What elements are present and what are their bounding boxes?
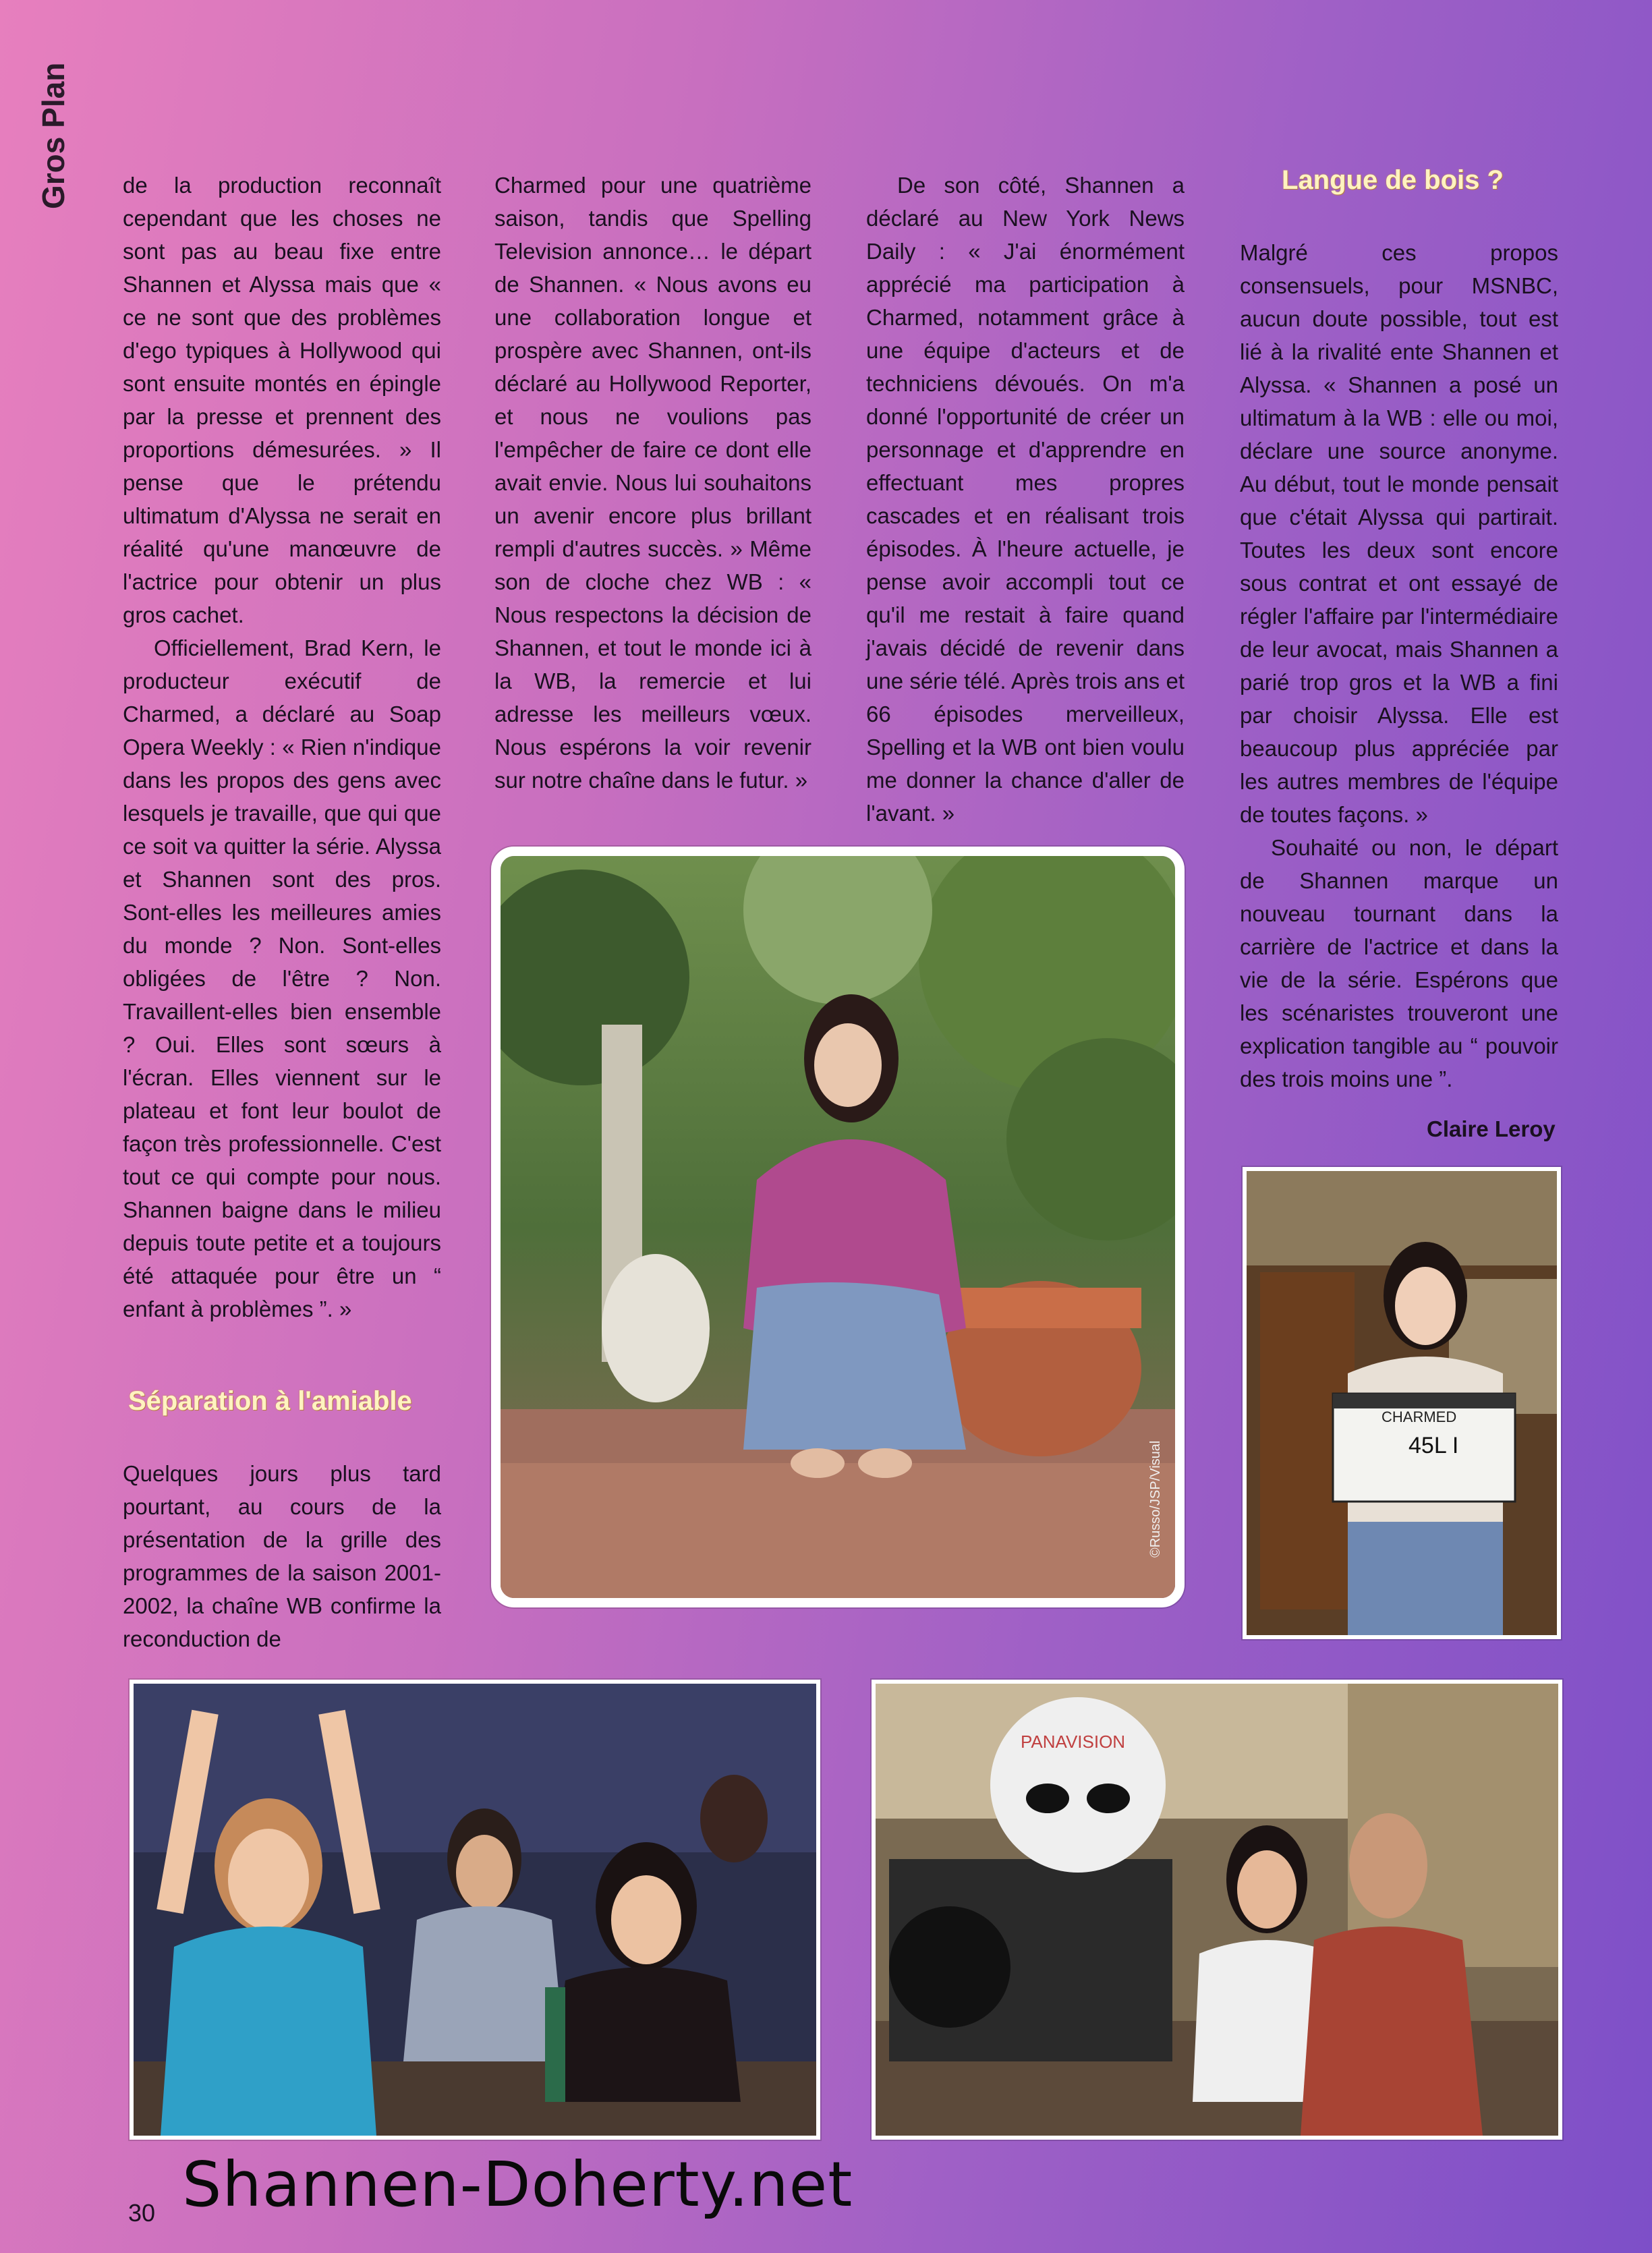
photo-bar-scene xyxy=(130,1680,820,2140)
section-label-text: Gros Plan xyxy=(36,62,71,209)
heading-separation: Séparation à l'amiable xyxy=(128,1386,412,1416)
col4-paragraph-1: Malgré ces propos consensuels, pour MSNBC, aucun doute possible, tout est lié à la rivalité ente Shannen et Alyssa. « Shannen a posé un ultimatum à la WB : elle ou moi, déclare une source anonyme. Au début, tout le monde pensait que c'était Alyssa qui partirait. Toutes les deux sont encore sous contrat et ont essayé de régler l'affaire par l'intermédiaire de leur avocat, mais Shannen a parié trop gros et la WB a fini par choisir Alyssa. Elle est beaucoup plus appréciée par les autres membres de l'équipe de toutes façons. » xyxy=(1240,240,1558,827)
photo-credit: ©Russo/JSP/Visual xyxy=(1148,1440,1163,1558)
garden-photo-image xyxy=(501,856,1175,1598)
heading-langue-de-bois: Langue de bois ? xyxy=(1282,165,1504,195)
col2-paragraph: Charmed pour une quatrième saison, tandis que Spelling Television annonce… le départ de Shannen. « Nous avons eu une collaboration longue et prospère avec Shannen, ont-ils déclaré au Hollywood Reporter, et nous ne voulions pas l'empêcher de faire ce dont elle avait envie. Nous lui souhaitons un avenir encore plus brillant rempli d'autres succès. » Même son de cloche chez WB : « Nous respectons la décision de Shannen, et tout le monde ici à la WB, la remercie et lui adresse les meilleurs vœux. Nous espérons la voir revenir sur notre chaîne dans le futur. » xyxy=(494,173,811,793)
camera-set-image xyxy=(876,1684,1558,2136)
col1-after-heading: Quelques jours plus tard pourtant, au cours de la présentation de la grille des programmes de la saison 2001-2002, la chaîne WB confirme la reconduction de xyxy=(123,1461,441,1651)
col3-paragraph: De son côté, Shannen a déclaré au New York News Daily : « J'ai énormément apprécié ma participation à Charmed, notamment grâce à une équipe d'acteurs et de techniciens dévoués. On m'a donné l'opportunité de créer un personnage et d'apprendre en effectuant mes propres cascades et en réalisant trois épisodes. À l'heure actuelle, je pense avoir accompli tout ce qu'il me restait à faire quand j'avais décidé de revenir dans une série télé. Après trois ans et 66 épisodes merveilleux, Spelling et la WB ont bien voulu me donner la chance d'aller de l'avant. » xyxy=(866,173,1185,826)
column-4 xyxy=(1240,236,1558,1095)
clapper-photo-image xyxy=(1247,1171,1557,1635)
column-3 xyxy=(866,169,1185,830)
col1-paragraph-1: de la production reconnaît cependant que les choses ne sont pas au beau fixe entre Shannen et Alyssa mais que « ce ne sont que des problèmes d'ego typiques à Hollywood qui sont ensuite montés en épingle par la presse et prennent des proportions démesurées. » Il pense que le prétendu ultimatum d'Alyssa ne serait en réalité qu'une manœuvre de l'actrice pour obtenir un plus gros cachet. xyxy=(123,173,441,627)
photo-clapperboard xyxy=(1243,1167,1561,1639)
camera-brand: PANAVISION xyxy=(1021,1732,1126,1752)
column-1 xyxy=(123,169,441,1325)
col4-paragraph-2: Souhaité ou non, le départ de Shannen marque un nouveau tournant dans la carrière de l'actrice et dans la vie de la série. Espérons que les scénaristes trouveront une explication tangible au “ pouvoir des trois moins une ”. xyxy=(1240,835,1558,1091)
column-2 xyxy=(494,169,811,797)
col1-paragraph-2: Officiellement, Brad Kern, le producteur exécutif de Charmed, a déclaré au Soap Opera Weekly : « Rien n'indique dans les propos des gens avec lesquels je travaille, que qui que ce soit va quitter la série. Alyssa et Shannen sont des pros. Sont-elles les meilleures amies du monde ? Non. Sont-elles obligées de l'être ? Non. Travaillent-elles bien ensemble ? Oui. Elles sont sœurs à l'écran. Elles viennent sur le plateau et font leur boulot de façon très professionnelle. C'est tout ce qui compte pour nous. Shannen baigne dans le milieu depuis toute petite et a toujours été attaquée pour être un “ enfant à problèmes ”. » xyxy=(123,635,441,1321)
watermark: Shannen-Doherty.net xyxy=(182,2148,853,2221)
clapper-number: 45L I xyxy=(1408,1433,1459,1458)
photo-camera-set xyxy=(872,1680,1562,2140)
section-label xyxy=(35,47,82,209)
page-number: 30 xyxy=(128,2199,156,2227)
byline: Claire Leroy xyxy=(1427,1116,1556,1141)
column-1-bottom xyxy=(123,1457,441,1655)
bar-scene-image xyxy=(134,1684,816,2136)
photo-shannen-garden xyxy=(491,847,1185,1607)
clapper-title: CHARMED xyxy=(1382,1408,1457,1425)
